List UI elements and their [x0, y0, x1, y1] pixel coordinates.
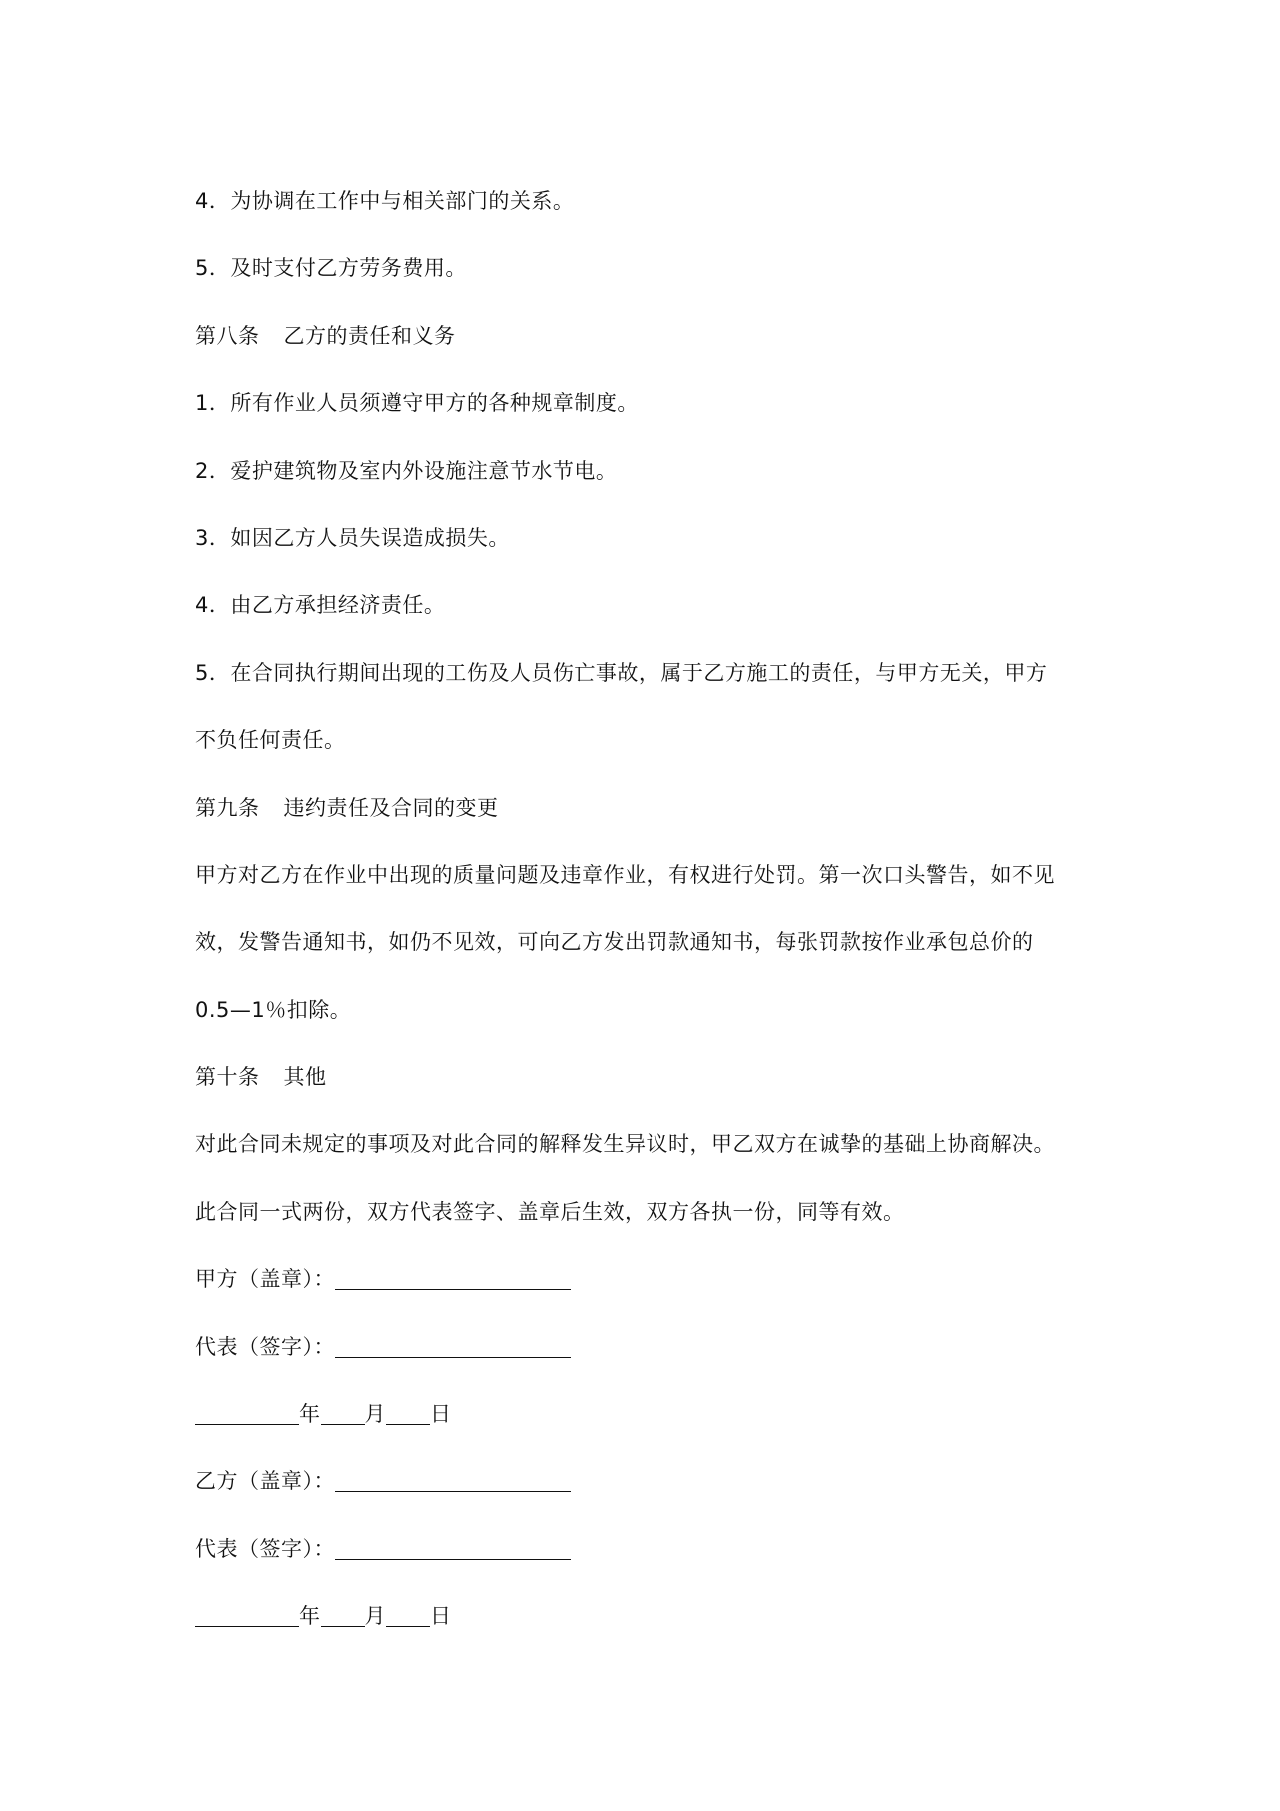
item-text: 不负任何责任。: [195, 728, 346, 753]
article-number: 第九条: [195, 795, 260, 820]
year-label: 年: [299, 1604, 321, 1629]
month-blank[interactable]: [321, 1402, 365, 1425]
party-b-date-line: [195, 1583, 1095, 1650]
day-blank[interactable]: [386, 1604, 430, 1627]
clause-item: 1．所有作业人员须遵守甲方的各种规章制度。: [195, 391, 639, 416]
paragraph-line: 效，发警告通知书，如仍不见效，可向乙方发出罚款通知书，每张罚款按作业承包总价的: [195, 930, 1034, 955]
day-label: 日: [430, 1402, 452, 1427]
item-number: 4: [195, 593, 209, 618]
item-number: 4: [195, 189, 209, 213]
month-label: 月: [364, 1402, 386, 1427]
article-10-heading: [195, 1044, 1095, 1111]
clause-item: 5．在合同执行期间出现的工伤及人员伤亡事故，属于乙方施工的责任，与甲方无关，甲方: [195, 660, 1048, 685]
party-b-rep-line: [195, 1516, 1095, 1583]
item-text: 所有作业人员须遵守甲方的各种规章制度。: [230, 391, 639, 416]
paragraph-line: 对此合同未规定的事项及对此合同的解释发生异议时，甲乙双方在诚挚的基础上协商解决。: [195, 1132, 1055, 1157]
party-a-rep-line: [195, 1314, 1095, 1381]
month-label: 月: [364, 1604, 386, 1629]
signature-label: 代表（签字）：: [195, 1334, 335, 1359]
signature-blank[interactable]: [335, 1335, 571, 1358]
paragraph-line: 此合同一式两份，双方代表签字、盖章后生效，双方各执一份，同等有效。: [195, 1199, 905, 1224]
clause-item: 4．由乙方承担经济责任。: [195, 593, 446, 618]
clause-item: 4．为协调在工作中与相关部门的关系。: [195, 189, 575, 213]
item-text: 在合同执行期间出现的工伤及人员伤亡事故，属于乙方施工的责任，与甲方无关，甲方: [230, 660, 1048, 685]
party-a-seal-line: [195, 1246, 1095, 1313]
clause-item: 2．爱护建筑物及室内外设施注意节水节电。: [195, 458, 618, 483]
party-b-seal-line: [195, 1448, 1095, 1515]
article-number: 第八条: [195, 323, 260, 348]
signature-blank[interactable]: [335, 1469, 571, 1492]
item-number: 1: [195, 391, 209, 416]
signature-label: 代表（签字）：: [195, 1536, 335, 1561]
item-number: 3: [195, 525, 209, 550]
item-number: 2: [195, 458, 209, 483]
item-text: 爱护建筑物及室内外设施注意节水节电。: [230, 458, 618, 483]
item-text: 为协调在工作中与相关部门的关系。: [230, 189, 575, 213]
paragraph-line: 0.5—1％扣除。: [195, 997, 352, 1022]
day-blank[interactable]: [386, 1402, 430, 1425]
article-title: 乙方的责任和义务: [283, 323, 456, 348]
article-title: 违约责任及合同的变更: [283, 795, 499, 820]
year-blank[interactable]: [195, 1402, 299, 1425]
party-a-date-line: [195, 1381, 1095, 1448]
item-text: 由乙方承担经济责任。: [230, 593, 446, 618]
article-8-heading: [195, 303, 1095, 370]
article-title: 其他: [283, 1065, 327, 1090]
signature-blank[interactable]: [335, 1537, 571, 1560]
signature-label: 乙方（盖章）：: [195, 1469, 335, 1494]
item-number: 5: [195, 660, 209, 685]
day-label: 日: [430, 1604, 452, 1629]
article-number: 第十条: [195, 1065, 260, 1090]
contract-body: [195, 168, 1095, 1651]
month-blank[interactable]: [321, 1604, 365, 1627]
signature-blank[interactable]: [335, 1267, 571, 1290]
item-text: 如因乙方人员失误造成损失。: [230, 525, 510, 550]
paragraph-line: 甲方对乙方在作业中出现的质量问题及违章作业，有权进行处罚。第一次口头警告，如不见: [195, 862, 1055, 887]
year-label: 年: [299, 1402, 321, 1427]
clause-item-continuation: [195, 707, 1095, 774]
signature-label: 甲方（盖章）：: [195, 1267, 335, 1292]
item-text: 及时支付乙方劳务费用。: [230, 256, 467, 281]
year-blank[interactable]: [195, 1604, 299, 1627]
clause-item: 3．如因乙方人员失误造成损失。: [195, 525, 510, 550]
clause-item: 5．及时支付乙方劳务费用。: [195, 256, 467, 281]
item-number: 5: [195, 256, 209, 281]
article-9-heading: [195, 775, 1095, 842]
